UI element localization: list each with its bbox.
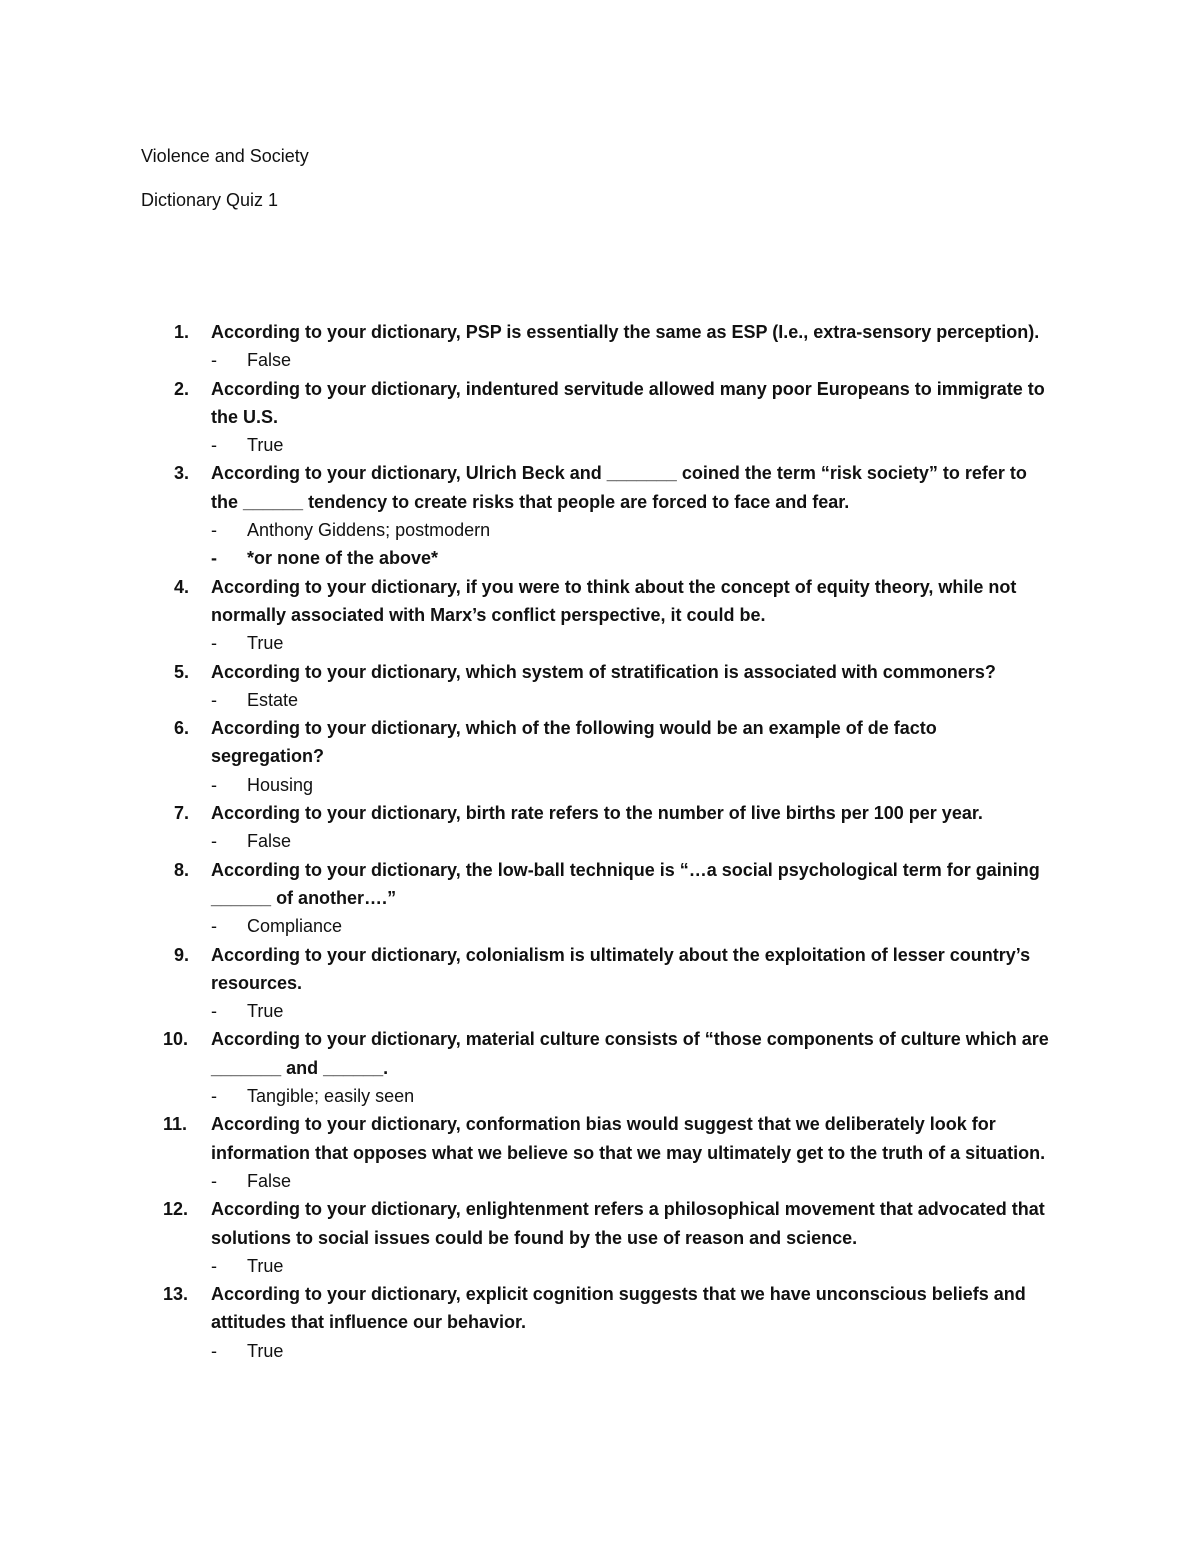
answer-text: Estate (247, 689, 299, 710)
document-subtitle: Dictionary Quiz 1 (141, 190, 279, 210)
answer-item (211, 544, 1051, 572)
answer-item (211, 1167, 1051, 1195)
question-number: 4. (174, 576, 190, 597)
answer-bullet: - (211, 689, 217, 710)
question-number: 12. (163, 1199, 189, 1220)
question-item (0, 856, 1051, 941)
question-text: According to your dictionary, which system of stratification is associated with commoners? (211, 661, 996, 682)
answer-item (211, 346, 1051, 374)
answer-bullet: - (211, 548, 217, 569)
answer-item (211, 431, 1051, 459)
answer-text: True (247, 1340, 284, 1361)
question-text: According to your dictionary, PSP is essentially the same as ESP (I.e., extra-sensory perception). (211, 322, 1040, 342)
answer-item (211, 516, 1051, 544)
answer-text: True (247, 435, 284, 456)
question-number: 1. (174, 322, 190, 342)
question-number: 6. (174, 718, 190, 739)
question-text: According to your dictionary, if you were to think about the concept of equity theory, while not normally associated with Marx’s conflict perspective, it could be. (211, 576, 1017, 625)
answer-bullet: - (211, 350, 217, 371)
answer-bullet: - (211, 1001, 217, 1022)
answer-item (211, 1252, 1051, 1280)
question-item (0, 941, 1051, 1026)
question-number: 3. (174, 463, 190, 484)
question-number: 5. (174, 661, 190, 682)
document-title: Violence and Society (141, 146, 309, 166)
answer-item (211, 912, 1051, 940)
question-number: 11. (163, 1114, 188, 1135)
question-item (0, 573, 1051, 658)
question-item (0, 375, 1051, 460)
question-number: 13. (163, 1284, 189, 1305)
question-text: According to your dictionary, which of the following would be an example of de facto segregation? (211, 718, 937, 767)
question-text: According to your dictionary, material culture consists of “those components of culture which are _______ and ______. (211, 1029, 1049, 1078)
question-item (0, 799, 1051, 856)
answer-text: False (247, 1170, 292, 1191)
question-text: According to your dictionary, indentured servitude allowed many poor Europeans to immigrate to the U.S. (211, 378, 1045, 427)
answer-text: False (247, 831, 292, 852)
answer-bullet: - (211, 1086, 217, 1107)
question-list (0, 318, 1200, 1365)
question-item (0, 658, 1051, 715)
question-item (0, 1110, 1051, 1195)
answer-item (211, 771, 1051, 799)
answer-text: Anthony Giddens; postmodern (247, 520, 491, 541)
answer-text: *or none of the above* (247, 548, 439, 569)
answer-bullet: - (211, 435, 217, 456)
answer-bullet: - (211, 1170, 217, 1191)
question-text: According to your dictionary, birth rate refers to the number of live births per 100 per year. (211, 803, 983, 824)
answer-bullet: - (211, 1340, 217, 1361)
answer-text: Tangible; easily seen (247, 1086, 415, 1107)
question-item (0, 1025, 1051, 1110)
question-item (0, 459, 1051, 572)
question-number: 7. (174, 803, 190, 824)
answer-item (211, 827, 1051, 855)
answer-item (211, 997, 1051, 1025)
question-item (0, 1195, 1051, 1280)
answer-item (211, 1337, 1051, 1365)
answer-bullet: - (211, 633, 217, 654)
question-text: According to your dictionary, colonialism is ultimately about the exploitation of lesser country’s resources. (211, 944, 1031, 993)
question-item (0, 318, 1051, 375)
question-item (0, 1280, 1051, 1365)
question-text: According to your dictionary, enlightenment refers a philosophical movement that advocated that solutions to social issues could be found by the use of reason and science. (211, 1199, 1045, 1248)
answer-item (211, 629, 1051, 657)
answer-bullet: - (211, 520, 217, 541)
answer-bullet: - (211, 774, 217, 795)
question-text: According to your dictionary, conformation bias would suggest that we deliberately look for information that opposes what we believe so that we may ultimately get to the truth of a situation. (211, 1114, 1046, 1163)
answer-item (211, 1082, 1051, 1110)
question-text: According to your dictionary, the low-ball technique is “…a social psychological term for gaining ______ of another….” (211, 859, 1040, 908)
answer-bullet: - (211, 1255, 217, 1276)
answer-text: True (247, 633, 284, 654)
answer-text: True (247, 1255, 284, 1276)
question-number: 9. (174, 944, 190, 965)
answer-text: False (247, 350, 292, 371)
question-text: According to your dictionary, explicit cognition suggests that we have unconscious beliefs and attitudes that influence our behavior. (211, 1284, 1026, 1333)
question-number: 2. (174, 378, 190, 399)
answer-bullet: - (211, 831, 217, 852)
answer-text: Housing (247, 774, 314, 795)
answer-item (211, 686, 1051, 714)
question-item (0, 714, 1051, 799)
question-number: 8. (174, 859, 190, 880)
answer-bullet: - (211, 916, 217, 937)
question-text: According to your dictionary, Ulrich Beck and _______ coined the term “risk society” to refer to the ______ tendency to create risks that people are forced to face and fear. (211, 463, 1027, 512)
question-number: 10. (163, 1029, 189, 1050)
answer-text: Compliance (247, 916, 343, 937)
answer-text: True (247, 1001, 284, 1022)
